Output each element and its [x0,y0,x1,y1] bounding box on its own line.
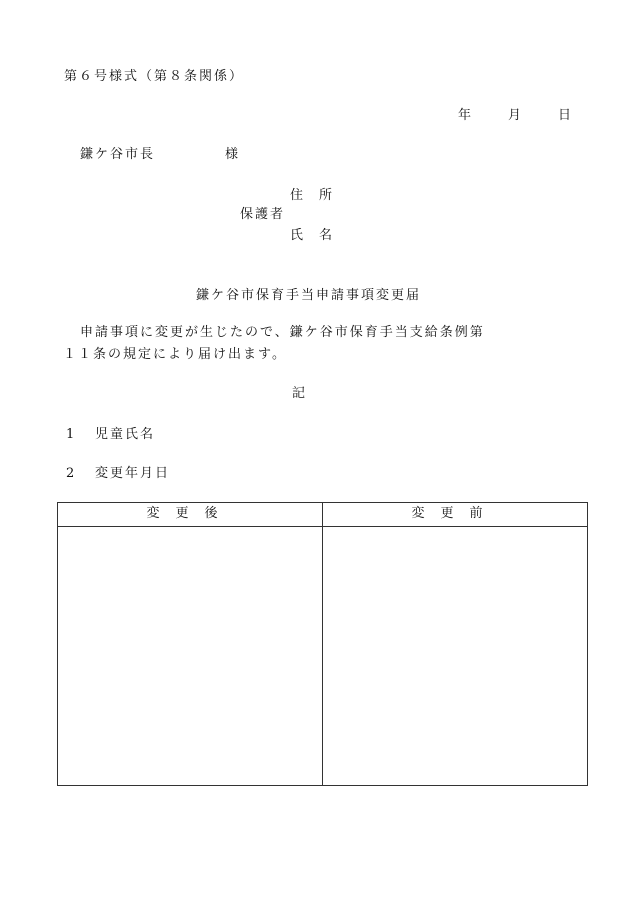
date-month-label: 月 [508,108,524,123]
body-text-line-2: １１条の規定により届け出ます。 [63,347,287,362]
item-1-number: 1 [66,427,77,442]
document-title: 鎌ケ谷市保育手当申請事項変更届 [196,288,422,303]
before-header: 変更前 [323,503,587,527]
form-number: 第６号様式（第８条関係） [64,69,245,84]
date-year-label: 年 [458,108,474,123]
item-2-label: 変更年月日 [95,466,171,481]
after-header: 変更後 [58,503,323,527]
name-label: 氏名 [290,228,349,243]
after-value-cell[interactable] [58,527,323,785]
item-2-number: 2 [66,466,77,481]
date-line [458,108,578,124]
address-label: 住所 [290,188,349,203]
change-table [57,502,588,786]
body-text-line-1: 申請事項に変更が生じたので、鎌ケ谷市保育手当支給条例第 [80,325,485,340]
addressee: 鎌ケ谷市長 [80,147,156,162]
ki-heading: 記 [292,386,308,401]
before-value-cell[interactable] [323,527,587,785]
guardian-label: 保護者 [240,207,286,222]
date-day-label: 日 [558,108,574,123]
honorific: 様 [225,147,241,162]
item-1-label: 児童氏名 [95,427,156,442]
